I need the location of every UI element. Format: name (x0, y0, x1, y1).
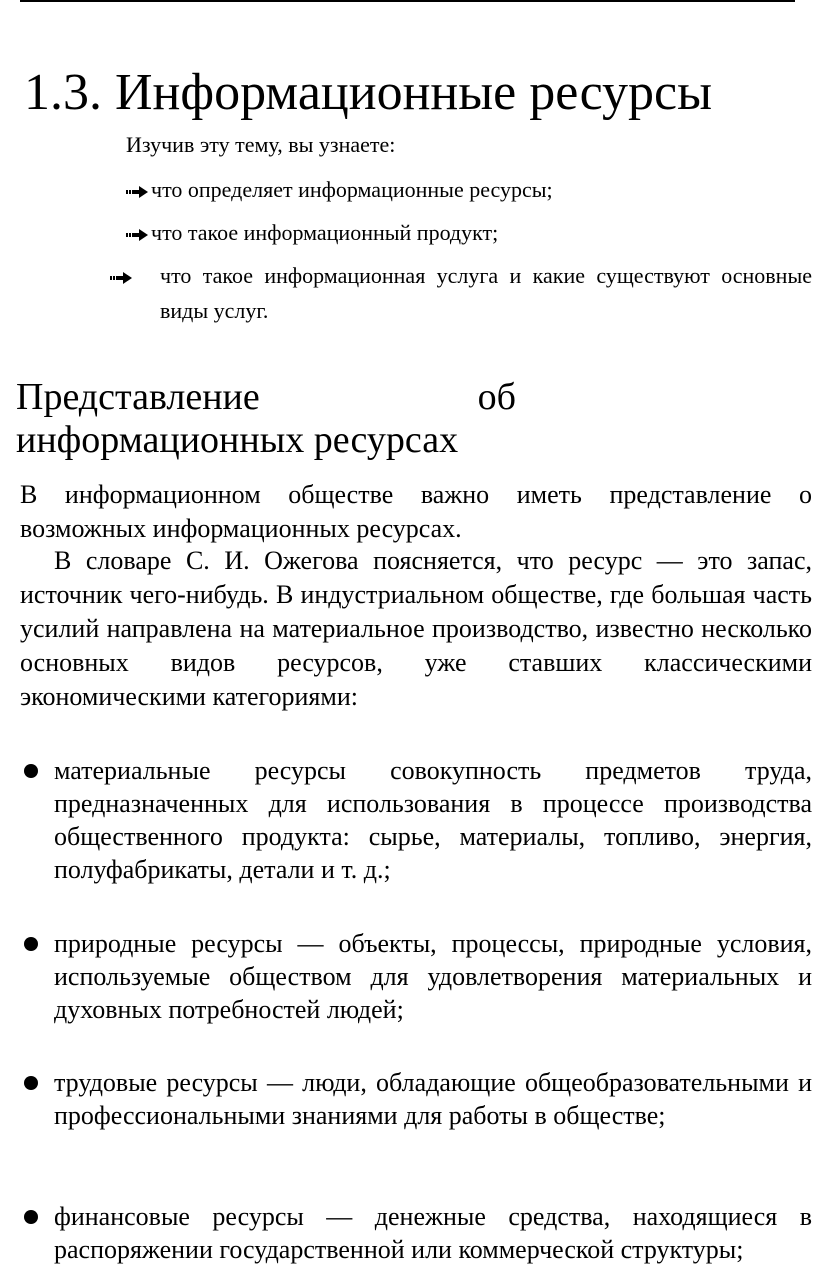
bullet-dot-icon (24, 1076, 38, 1090)
section-title-line2: информационных ресурсах (16, 419, 459, 461)
bullet-dot-icon (24, 937, 38, 951)
learning-goal-text: что определяет информационные ресурсы; (151, 177, 553, 202)
learning-goal-text: что такое информационная услуга и какие существуют основные виды услуг. (160, 263, 812, 323)
list-item-text: финансовые ресурсы — денежные средства, находящиеся в распоряжении государственной или коммерческой структуры; (54, 1202, 812, 1264)
learning-goal-text: что такое информационный продукт; (151, 220, 499, 245)
learning-goal (126, 258, 812, 328)
top-rule (20, 0, 795, 2)
list-item-text: природные ресурсы — объекты, процессы, природные условия, используемые обществом для удовлетворения материальных и духовных потребностей людей; (54, 929, 812, 1024)
list-item-text: трудовые ресурсы — люди, обладающие общеобразовательными и профессиональными знаниями для работы в обществе; (54, 1068, 812, 1130)
list-item-text: материальные ресурсы совокупность предметов труда, предназначенных для использования в процессе производства общественного продукта: сырье, материалы, топливо, энергия, полуфабрикаты, детали и т. д.; (54, 756, 812, 884)
page-title: 1.3. Информационные ресурсы (24, 64, 713, 121)
arrow-right-icon (126, 172, 151, 207)
learning-goal (126, 172, 812, 207)
arrow-right-icon (135, 258, 160, 293)
intro-text: Изучив эту тему, вы узнаете: (126, 132, 396, 157)
paragraph: В информационном обществе важно иметь представление о возможных информационных ресурсах. (20, 480, 812, 543)
section-title (16, 376, 516, 462)
section-title-line1 (16, 376, 516, 419)
bullet-dot-icon (24, 1210, 38, 1224)
learning-goals-list (126, 172, 812, 336)
bullet-dot-icon (24, 764, 38, 778)
learning-goal (126, 215, 812, 250)
arrow-right-icon (126, 215, 151, 250)
section-title-word: Представление (16, 376, 260, 418)
paragraph: В словаре С. И. Ожегова поясняется, что ресурс — это запас, источник чего-нибудь. В индустриальном обществе, где большая часть усилий направлена на материальное производство, известно несколько основных видов ресурсов, уже ставших классическими экономическими категориями: (20, 546, 812, 711)
section-title-word: об (477, 376, 516, 418)
